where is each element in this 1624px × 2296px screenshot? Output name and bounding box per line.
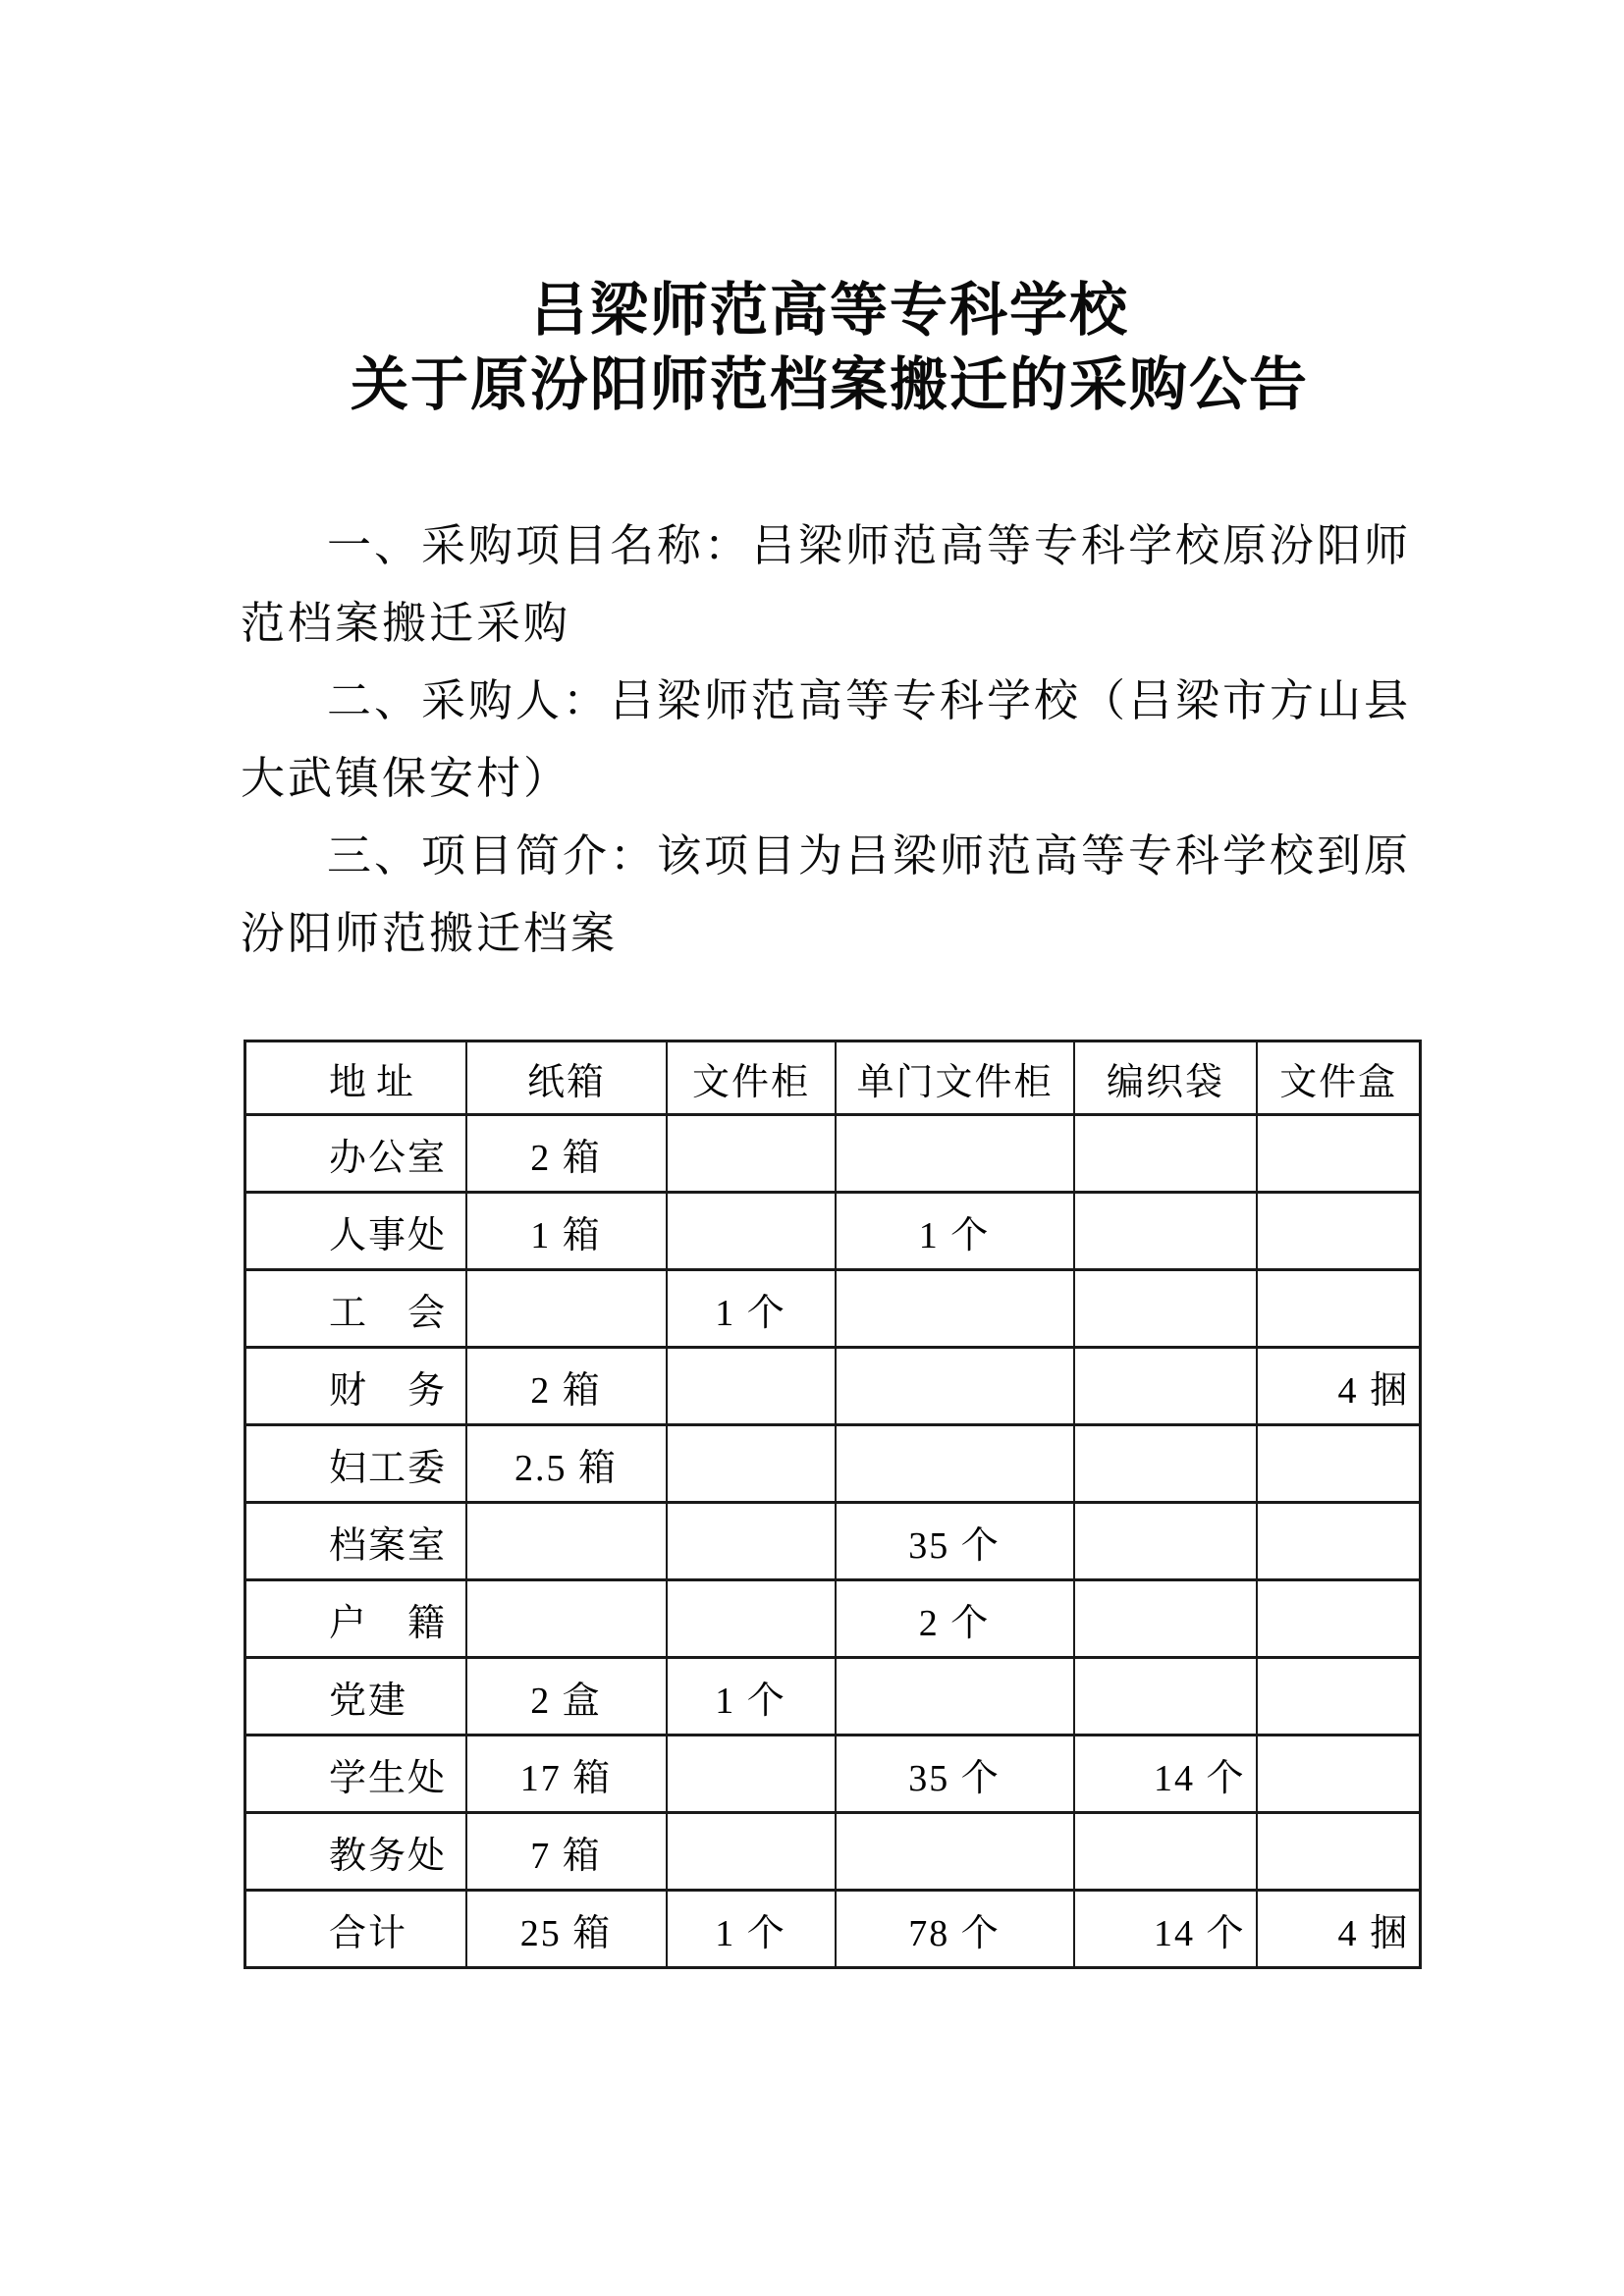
paragraph-3-line-1: 三、项目简介：该项目为吕梁师范高等专科学校到原 <box>327 831 1412 881</box>
table-cell <box>466 1580 667 1658</box>
row-label: 档案室 <box>245 1503 466 1580</box>
table-row <box>245 1735 1421 1813</box>
table-cell <box>1257 1813 1421 1891</box>
table-cell <box>1257 1658 1421 1735</box>
table-cell <box>1257 1503 1421 1580</box>
table-cell <box>836 1425 1074 1503</box>
table-cell <box>667 1425 836 1503</box>
table-cell <box>667 1813 836 1891</box>
table-row <box>245 1270 1421 1348</box>
table-cell: 14 个 <box>1074 1735 1257 1813</box>
table-cell <box>667 1735 836 1813</box>
table-cell: 7 箱 <box>466 1813 667 1891</box>
table-cell <box>1074 1193 1257 1270</box>
table-cell <box>667 1348 836 1425</box>
column-header: 文件盒 <box>1257 1041 1421 1115</box>
table-cell: 25 箱 <box>466 1891 667 1968</box>
table-cell <box>1074 1270 1257 1348</box>
paragraph-2-line-1: 二、采购人：吕梁师范高等专科学校（吕梁市方山县 <box>327 676 1412 725</box>
table-cell <box>836 1115 1074 1193</box>
table-row <box>245 1193 1421 1270</box>
row-label: 教务处 <box>245 1813 466 1891</box>
row-label: 工 会 <box>245 1270 466 1348</box>
row-label: 财 务 <box>245 1348 466 1425</box>
paragraph-3-line-2: 汾阳师范搬迁档案 <box>241 909 619 958</box>
table-row <box>245 1115 1421 1193</box>
row-label: 合计 <box>245 1891 466 1968</box>
table-cell <box>1074 1580 1257 1658</box>
table-row <box>245 1813 1421 1891</box>
table-cell: 2 盒 <box>466 1658 667 1735</box>
table-cell: 2.5 箱 <box>466 1425 667 1503</box>
table-cell <box>1257 1193 1421 1270</box>
row-label: 学生处 <box>245 1735 466 1813</box>
table-cell <box>667 1115 836 1193</box>
table-cell: 1 个 <box>667 1891 836 1968</box>
title-line-1: 吕梁师范高等专科学校 <box>529 278 1129 343</box>
table-cell: 1 个 <box>667 1658 836 1735</box>
table-row <box>245 1503 1421 1580</box>
table-cell <box>1074 1348 1257 1425</box>
table-cell: 17 箱 <box>466 1735 667 1813</box>
table-cell <box>836 1348 1074 1425</box>
row-label: 办公室 <box>245 1115 466 1193</box>
table-cell <box>466 1503 667 1580</box>
table-row <box>245 1891 1421 1968</box>
row-label: 党建 <box>245 1658 466 1735</box>
table-header-row <box>245 1041 1421 1115</box>
table-cell <box>836 1270 1074 1348</box>
table-cell: 35 个 <box>836 1503 1074 1580</box>
table-row <box>245 1658 1421 1735</box>
body-text <box>241 507 1429 973</box>
column-header: 单门文件柜 <box>836 1041 1074 1115</box>
paragraph-1-line-2: 范档案搬迁采购 <box>241 599 571 648</box>
table-cell: 35 个 <box>836 1735 1074 1813</box>
column-header: 纸箱 <box>466 1041 667 1115</box>
paragraph-2-line-2: 大武镇保安村） <box>241 754 571 803</box>
table-cell <box>836 1813 1074 1891</box>
table-cell: 1 箱 <box>466 1193 667 1270</box>
table-cell <box>466 1270 667 1348</box>
column-header: 编织袋 <box>1074 1041 1257 1115</box>
table-cell <box>1074 1425 1257 1503</box>
row-label: 人事处 <box>245 1193 466 1270</box>
table-body <box>245 1115 1421 1968</box>
table-cell: 2 箱 <box>466 1115 667 1193</box>
table-cell <box>1074 1503 1257 1580</box>
table-cell <box>667 1193 836 1270</box>
table-cell: 4 捆 <box>1257 1891 1421 1968</box>
table-cell <box>1257 1115 1421 1193</box>
table-cell <box>667 1503 836 1580</box>
table-row <box>245 1348 1421 1425</box>
table-cell <box>1257 1425 1421 1503</box>
table-cell: 1 个 <box>667 1270 836 1348</box>
table-cell: 1 个 <box>836 1193 1074 1270</box>
table-cell: 4 捆 <box>1257 1348 1421 1425</box>
table-cell <box>667 1580 836 1658</box>
document-title <box>241 273 1419 422</box>
title-line-2: 关于原汾阳师范档案搬迁的采购公告 <box>350 352 1309 417</box>
row-label: 户 籍 <box>245 1580 466 1658</box>
table-cell: 14 个 <box>1074 1891 1257 1968</box>
table-cell: 2 箱 <box>466 1348 667 1425</box>
table-cell <box>1074 1658 1257 1735</box>
column-header: 文件柜 <box>667 1041 836 1115</box>
table-cell <box>1074 1813 1257 1891</box>
column-header: 地址 <box>245 1041 466 1115</box>
table-cell <box>1257 1735 1421 1813</box>
table-cell <box>1257 1270 1421 1348</box>
table-cell: 78 个 <box>836 1891 1074 1968</box>
table-cell <box>1074 1115 1257 1193</box>
table-cell: 2 个 <box>836 1580 1074 1658</box>
paragraph-1-line-1: 一、采购项目名称：吕梁师范高等专科学校原汾阳师 <box>327 521 1412 570</box>
table-cell <box>836 1658 1074 1735</box>
table-cell <box>1257 1580 1421 1658</box>
row-label: 妇工委 <box>245 1425 466 1503</box>
table-row <box>245 1425 1421 1503</box>
table-row <box>245 1580 1421 1658</box>
relocation-table <box>244 1040 1422 1969</box>
